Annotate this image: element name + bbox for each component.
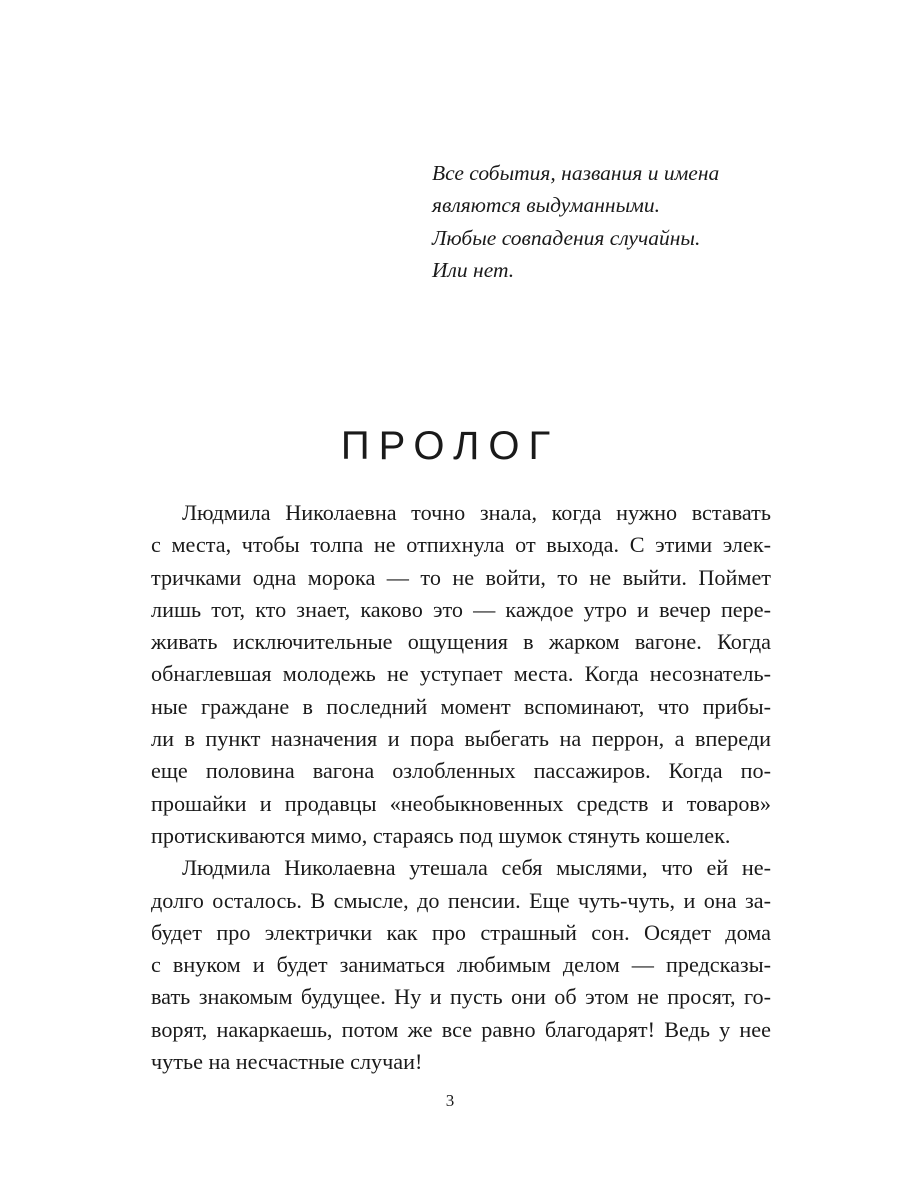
text-line: вать знакомым будущее. Ну и пусть они об этом не просят, го-: [151, 984, 771, 1010]
text-line: обнаглевшая молодежь не уступает места. Когда несознатель-: [151, 661, 771, 687]
body-text: [151, 497, 771, 1078]
text-line: с внуком и будет заниматься любимым делом — предсказы-: [151, 952, 771, 978]
text-line: будет про электрички как про страшный сон. Осядет дома: [151, 919, 771, 945]
text-line: Людмила Николаевна точно знала, когда нужно вставать: [182, 500, 771, 525]
text-line: долго осталось. В смысле, до пенсии. Еще чуть-чуть, и она за-: [151, 887, 771, 913]
text-line: чутье на несчастные случаи!: [151, 1049, 423, 1075]
chapter-title: ПРОЛОГ: [340, 424, 560, 468]
text-line: еще половина вагона озлобленных пассажиров. Когда по-: [151, 758, 771, 784]
epigraph-line: Любые совпадения случайны.: [432, 225, 701, 250]
text-line: живать исключительные ощущения в жарком вагоне. Когда: [151, 629, 771, 655]
text-line: прошайки и продавцы «необыкновенных средств и товаров»: [151, 790, 771, 816]
text-line: с места, чтобы толпа не отпихнула от выхода. С этими элек-: [151, 532, 771, 558]
text-line: ли в пункт назначения и пора выбегать на перрон, а впереди: [151, 726, 771, 752]
text-line: Людмила Николаевна утешала себя мыслями, что ей не-: [182, 855, 771, 881]
text-line: протискиваются мимо, стараясь под шумок стянуть кошелек.: [151, 822, 731, 848]
text-line: лишь тот, кто знает, каково это — каждое утро и вечер пере-: [151, 596, 771, 622]
paragraph-1: [151, 497, 771, 852]
epigraph: [432, 157, 872, 286]
epigraph-line: Или нет.: [432, 257, 515, 282]
paragraph-2: [151, 852, 771, 1078]
text-line: ные граждане в последний момент вспоминают, что прибы-: [151, 693, 771, 719]
page-number: 3: [445, 1091, 455, 1110]
text-line: тричками одна морока — то не войти, то не выйти. Поймет: [151, 564, 771, 590]
epigraph-line: Все события, названия и имена: [432, 161, 720, 185]
epigraph-line: являются выдуманными.: [432, 193, 660, 218]
text-line: ворят, накаркаешь, потом же все равно благодарят! Ведь у нее: [151, 1016, 771, 1042]
